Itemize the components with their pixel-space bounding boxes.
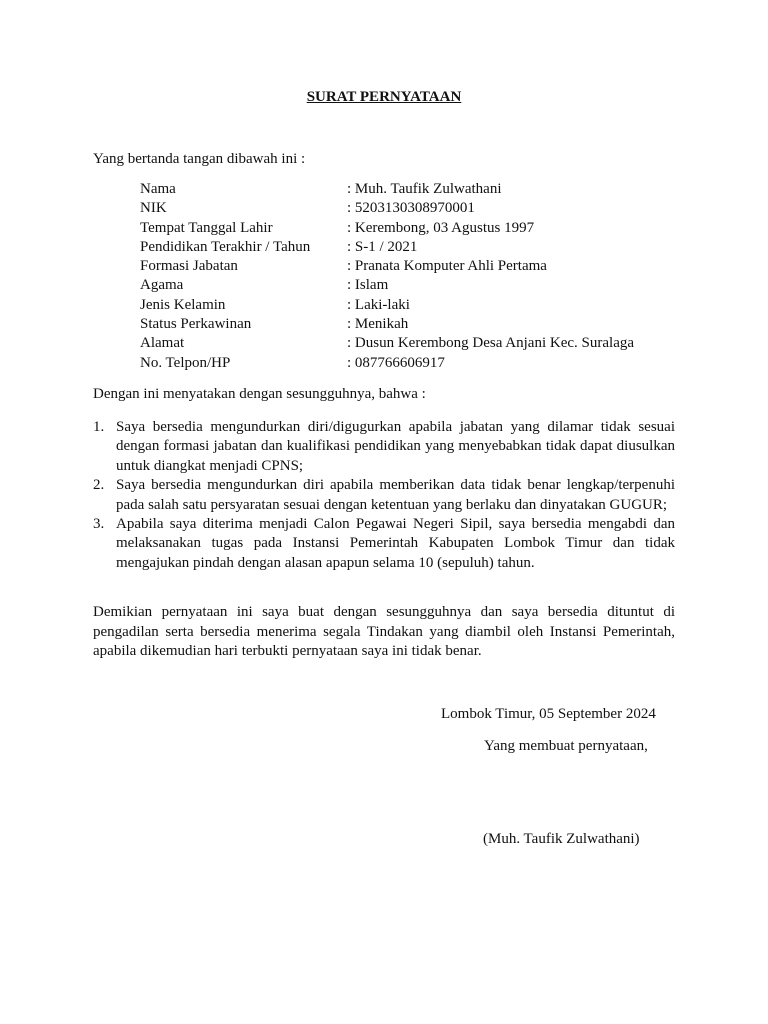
field-value: : Kerembong, 03 Agustus 1997 xyxy=(347,219,535,236)
statement-intro: Dengan ini menyatakan dengan sesungguhnya, bahwa : xyxy=(93,386,426,402)
field-value: : 087766606917 xyxy=(347,354,445,371)
field-label: Alamat xyxy=(140,335,185,352)
list-item xyxy=(93,418,675,476)
intro-text: Yang bertanda tangan dibawah ini : xyxy=(93,151,306,167)
maker-label: Yang membuat pernyataan, xyxy=(484,738,648,754)
list-item xyxy=(93,476,675,515)
list-item-text: Apabila saya diterima menjadi Calon Pegawai Negeri Sipil, saya bersedia mengabdi dan melaksanakan tugas pada Instansi Pemerintah Kabupaten Lombok Timur dan tidak mengajukan pindah dengan alasan apapun selama 10 (sepuluh) tahun. xyxy=(116,516,675,571)
document-title: SURAT PERNYATAAN xyxy=(306,89,462,105)
field-value: : Menikah xyxy=(347,316,409,333)
field-row-formation xyxy=(140,257,700,276)
field-label: No. Telpon/HP xyxy=(140,354,231,371)
field-row-religion xyxy=(140,276,700,295)
list-item-text: Saya bersedia mengundurkan diri apabila memberikan data tidak benar lengkap/terpenuhi pada salah satu persyaratan sesuai dengan ketentuan yang berlaku dan dinyatakan GUGUR; xyxy=(116,477,675,513)
field-label: Pendidikan Terakhir / Tahun xyxy=(140,238,311,255)
field-row-birth xyxy=(140,219,700,238)
field-label: Nama xyxy=(140,181,176,197)
field-value: : 5203130308970001 xyxy=(347,200,475,217)
field-value: : S-1 / 2021 xyxy=(347,238,418,255)
list-item-number: 1. xyxy=(93,419,105,435)
field-row-marital xyxy=(140,315,700,334)
closing-paragraph: Demikian pernyataan ini saya buat dengan sesungguhnya dan saya bersedia dituntut di pengadilan serta bersedia menerima segala Tindakan yang diambil oleh Instansi Pemerintah, apabila dikemudian hari terbukti pernyataan saya ini tidak benar. xyxy=(93,604,675,660)
field-value: : Muh. Taufik Zulwathani xyxy=(347,181,502,197)
field-label: Agama xyxy=(140,277,184,294)
field-row-nik xyxy=(140,199,700,218)
field-value: : Laki-laki xyxy=(347,296,410,313)
field-row-gender xyxy=(140,296,700,315)
field-value: : Dusun Kerembong Desa Anjani Kec. Suralaga xyxy=(347,335,635,352)
field-label: Formasi Jabatan xyxy=(140,258,238,275)
field-label: Status Perkawinan xyxy=(140,316,252,333)
list-item-number: 2. xyxy=(93,477,105,494)
field-row-education xyxy=(140,238,700,257)
field-label: NIK xyxy=(140,200,167,217)
signer-name: (Muh. Taufik Zulwathani) xyxy=(483,831,640,847)
field-row-phone xyxy=(140,354,700,373)
field-value: : Pranata Komputer Ahli Pertama xyxy=(347,258,547,275)
list-item-number: 3. xyxy=(93,516,105,533)
field-row-nama xyxy=(140,180,700,199)
field-label: Jenis Kelamin xyxy=(140,296,226,313)
list-item-text: Saya bersedia mengundurkan diri/digugurkan apabila jabatan yang dilamar tidak sesuai dengan formasi jabatan dan kualifikasi pendidikan yang menyebabkan tidak dapat diusulkan untuk diangkat menjadi CPNS; xyxy=(116,419,675,474)
statement-list xyxy=(93,418,675,573)
list-item xyxy=(93,515,675,573)
field-value: : Islam xyxy=(347,277,389,294)
identity-fields xyxy=(140,180,700,373)
field-label: Tempat Tanggal Lahir xyxy=(140,219,273,236)
place-date: Lombok Timur, 05 September 2024 xyxy=(441,706,656,722)
field-row-address xyxy=(140,334,700,353)
